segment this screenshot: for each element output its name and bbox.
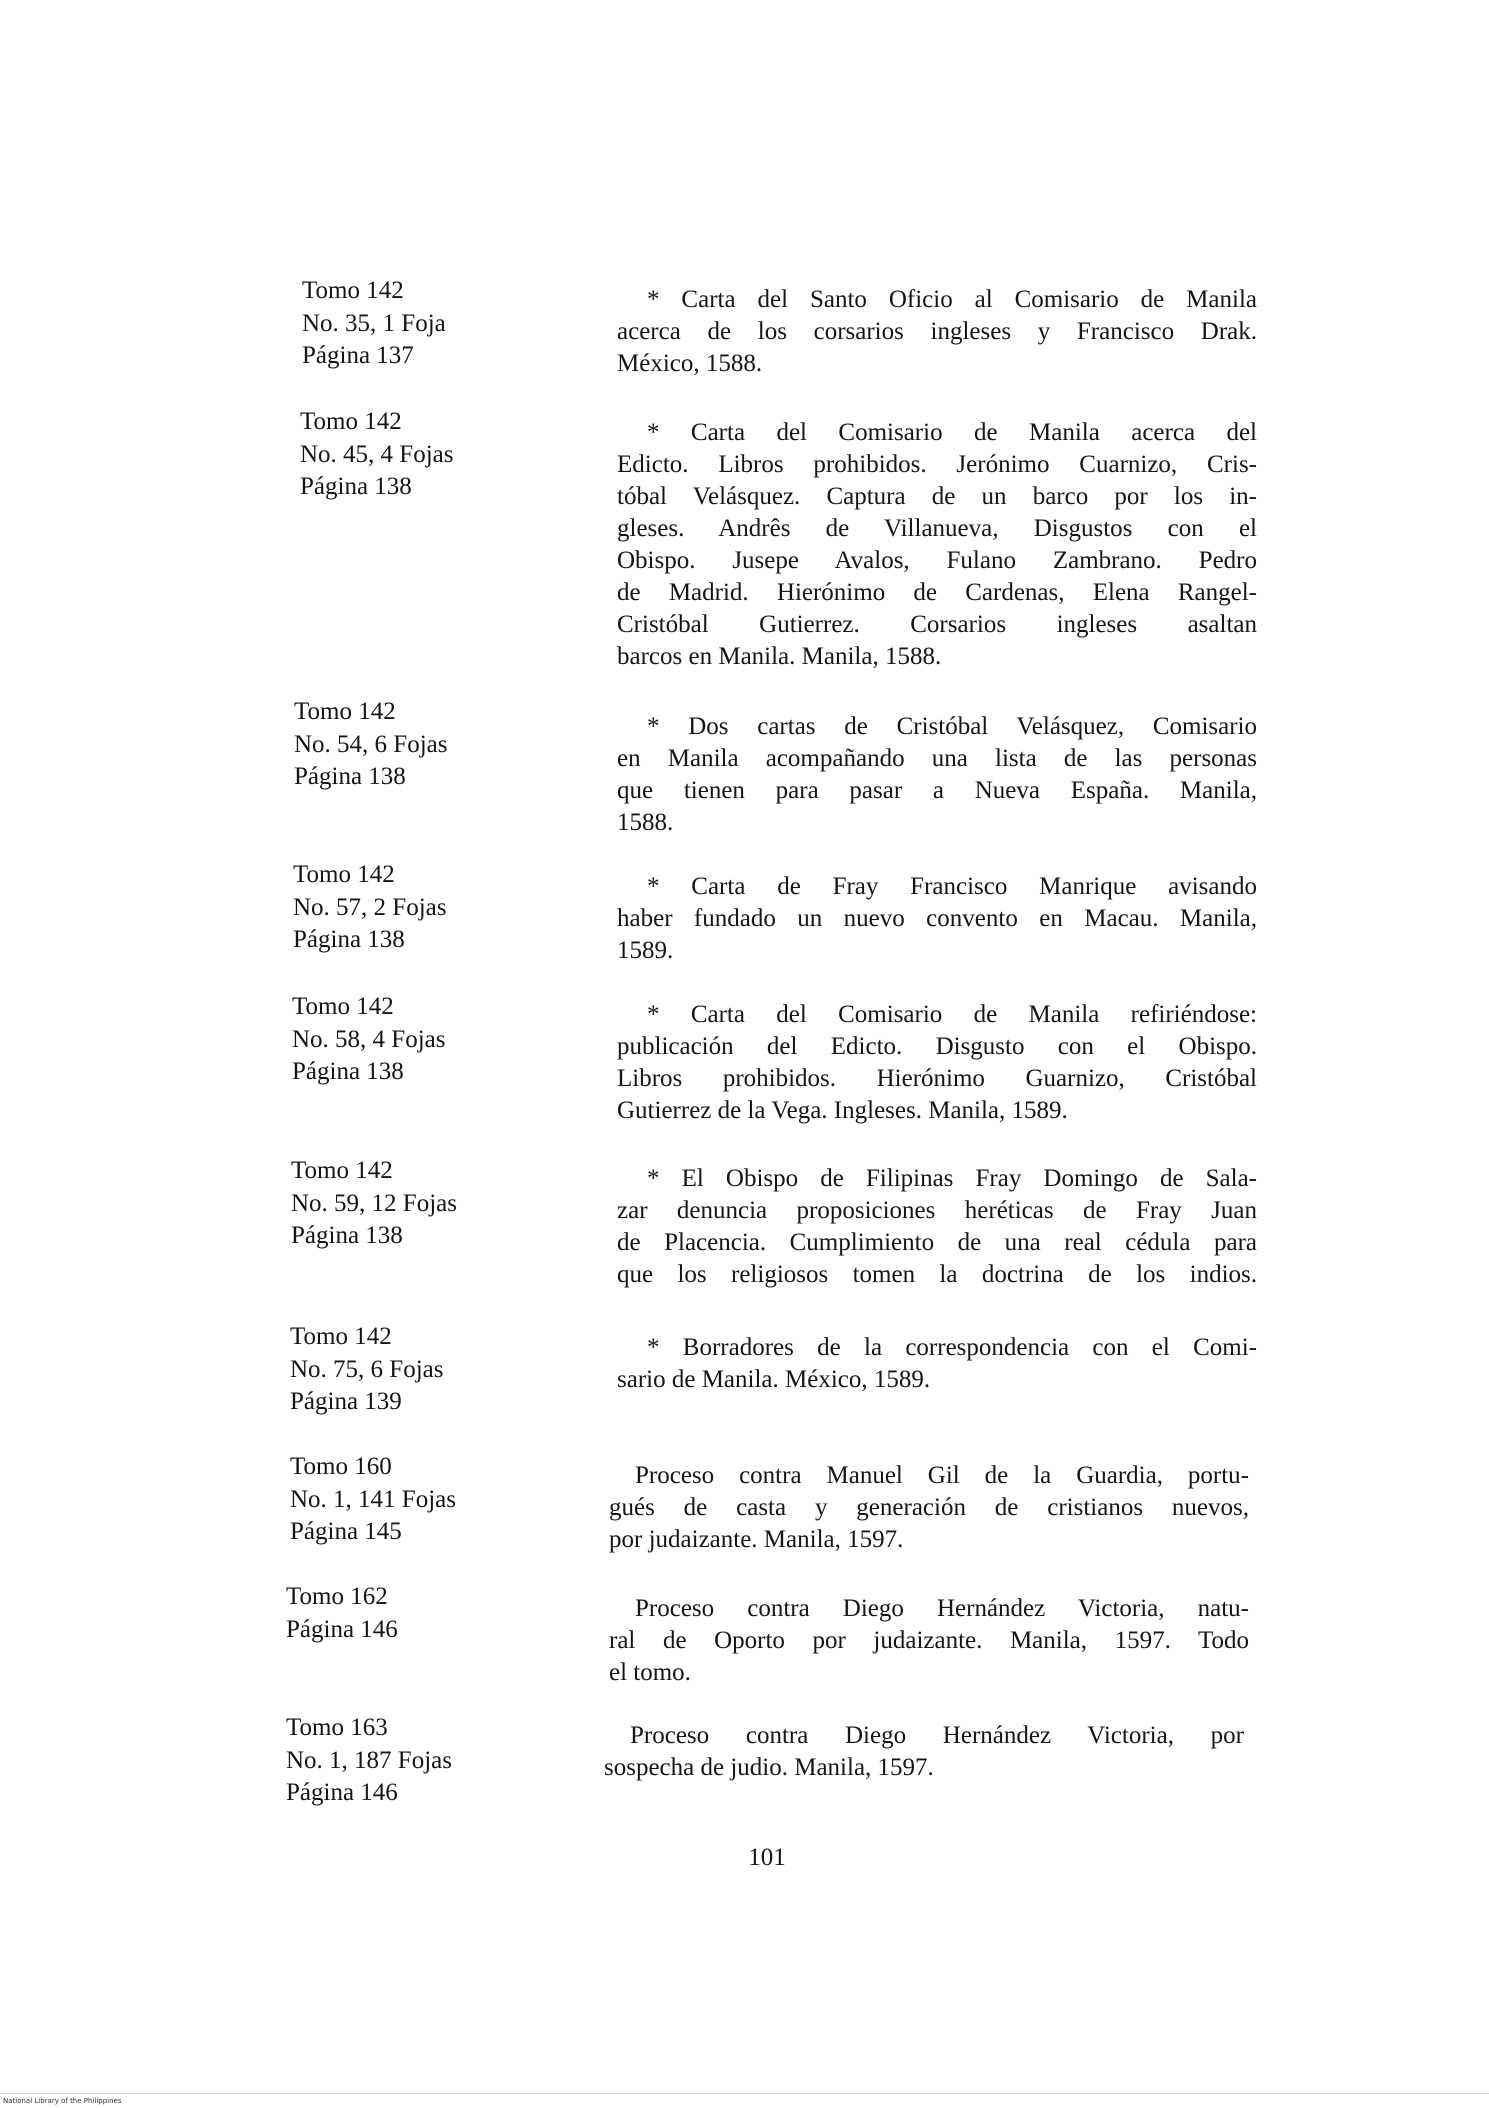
reference-block [294,696,447,794]
volume-label: Tomo 142 [294,698,396,725]
description-line: ral de Oporto por judaizante. Manila, 1597. Todo [609,1627,1249,1654]
description-block [617,1332,1257,1396]
volume-label: Tomo 160 [290,1453,392,1480]
description-block [604,1720,1244,1784]
reference-block [286,1581,398,1646]
number-folios-label: No. 57, 2 Fojas [293,893,447,921]
reference-block [290,1451,456,1549]
reference-block [300,406,453,504]
page-label: Página 139 [290,1388,402,1415]
description-line: acerca de los corsarios ingleses y Francisco Drak. [617,318,1257,345]
volume-label: Tomo 142 [302,277,404,304]
reference-block [292,991,445,1089]
page-label: Página 146 [286,1779,398,1806]
description-line: sario de Manila. México, 1589. [617,1366,931,1393]
description-line: gués de casta y generación de cristianos nuevos, [609,1494,1249,1521]
description-line: * Carta del Santo Oficio al Comisario de Manila [647,286,1257,313]
reference-block [302,275,446,373]
description-block [617,871,1257,967]
description-line: 1588. [617,809,674,836]
description-line: * Carta del Comisario de Manila acerca del [647,419,1257,446]
page-number: 101 [748,1844,786,1871]
description-line: tóbal Velásquez. Captura de un barco por los in- [617,483,1257,510]
description-line: en Manila acompañando una lista de las personas [617,745,1257,772]
description-line: haber fundado un nuevo convento en Macau. Manila, [617,905,1257,932]
description-block [609,1460,1249,1556]
reference-block [290,1321,443,1419]
volume-label: Tomo 142 [292,993,394,1020]
description-line: Cristóbal Gutierrez. Corsarios ingleses asaltan [617,611,1257,638]
page-label: Página 138 [291,1222,403,1249]
description-line: que tienen para pasar a Nueva España. Manila, [617,777,1257,804]
description-line: * Borradores de la correspondencia con el Comi- [647,1334,1257,1361]
description-line: gleses. Andrês de Villanueva, Disgustos con el [617,515,1257,542]
description-line: Libros prohibidos. Hierónimo Guarnizo, Cristóbal [617,1065,1257,1092]
description-block [617,999,1257,1127]
description-line: * Carta del Comisario de Manila refiriéndose: [647,1001,1257,1028]
description-line: Proceso contra Manuel Gil de la Guardia, portu- [635,1462,1249,1489]
description-line: Edicto. Libros prohibidos. Jerónimo Cuarnizo, Cris- [617,451,1257,478]
description-line: Obispo. Jusepe Avalos, Fulano Zambrano. Pedro [617,547,1257,574]
description-line: * El Obispo de Filipinas Fray Domingo de Sala- [647,1165,1257,1192]
description-line: México, 1588. [617,350,763,377]
reference-block [291,1155,457,1253]
number-folios-label: No. 75, 6 Fojas [290,1355,444,1383]
description-line: que los religiosos tomen la doctrina de los indios. [617,1261,1257,1288]
reference-block [293,859,446,957]
volume-label: Tomo 142 [291,1157,393,1184]
page-label: Página 138 [292,1058,404,1085]
number-folios-label: No. 58, 4 Fojas [292,1025,446,1053]
page-label: Página 138 [293,926,405,953]
description-line: zar denuncia proposiciones heréticas de Fray Juan [617,1197,1257,1224]
volume-label: Tomo 163 [286,1714,388,1741]
page-label: Página 145 [290,1518,402,1545]
number-folios-label: No. 1, 141 Fojas [290,1485,456,1513]
description-line: sospecha de judio. Manila, 1597. [604,1754,934,1781]
description-line: * Dos cartas de Cristóbal Velásquez, Comisario [647,713,1257,740]
page-label: Página 138 [294,763,406,790]
description-block [617,284,1257,380]
volume-label: Tomo 142 [300,408,402,435]
number-folios-label: No. 1, 187 Fojas [286,1746,452,1774]
description-block [617,1163,1257,1291]
description-line: barcos en Manila. Manila, 1588. [617,643,942,670]
volume-label: Tomo 142 [290,1323,392,1350]
scan-edge-divider [0,2093,1489,2094]
number-folios-label: No. 35, 1 Foja [302,309,446,337]
description-line: el tomo. [609,1659,691,1686]
page-label: Página 138 [300,473,412,500]
page-label: Página 146 [286,1615,398,1643]
number-folios-label: No. 54, 6 Fojas [294,730,448,758]
description-line: de Madrid. Hierónimo de Cardenas, Elena Rangel- [617,579,1257,606]
description-block [617,417,1257,673]
description-line: 1589. [617,937,674,964]
description-line: por judaizante. Manila, 1597. [609,1526,904,1553]
description-line: publicación del Edicto. Disgusto con el Obispo. [617,1033,1257,1060]
description-block [609,1593,1249,1689]
description-line: de Placencia. Cumplimiento de una real cédula para [617,1229,1257,1256]
description-line: Proceso contra Diego Hernández Victoria, natu- [635,1595,1249,1622]
volume-label: Tomo 162 [286,1583,388,1610]
reference-block [286,1712,452,1810]
page-label: Página 137 [302,342,414,369]
number-folios-label: No. 45, 4 Fojas [300,440,454,468]
volume-label: Tomo 142 [293,861,395,888]
description-line: Gutierrez de la Vega. Ingleses. Manila, 1589. [617,1097,1068,1124]
scan-footer: National Library of the Philippines [3,2097,122,2105]
description-block [617,711,1257,839]
description-line: Proceso contra Diego Hernández Victoria, por [630,1722,1244,1749]
number-folios-label: No. 59, 12 Fojas [291,1189,457,1217]
description-line: * Carta de Fray Francisco Manrique avisando [647,873,1257,900]
